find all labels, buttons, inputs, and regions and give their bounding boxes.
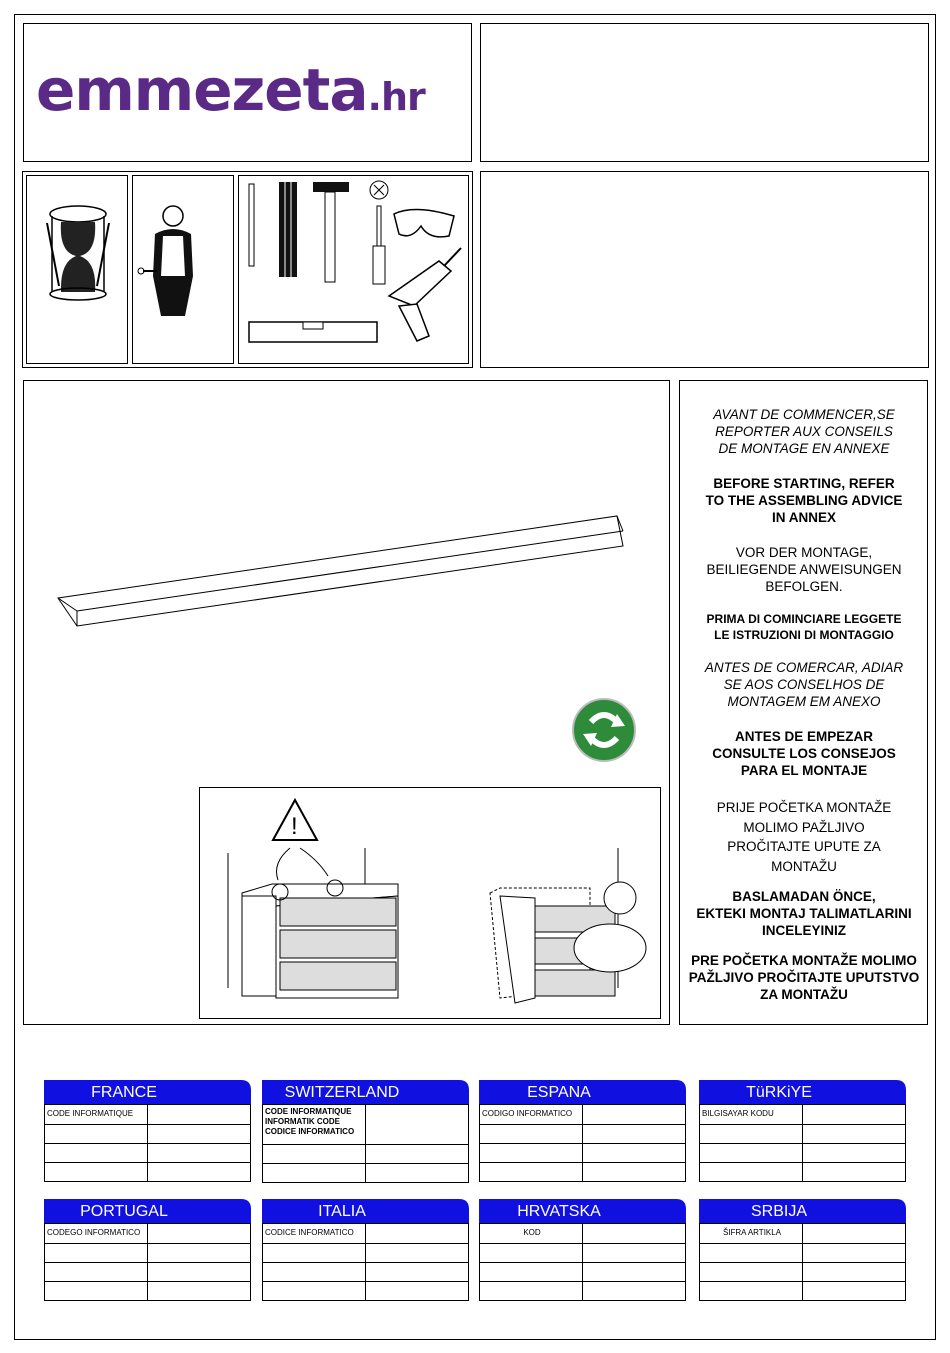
country-name: ESPANA <box>527 1084 591 1101</box>
code-value-cell[interactable] <box>148 1244 250 1262</box>
code-grid <box>699 1223 906 1301</box>
code-value-cell[interactable] <box>583 1224 685 1243</box>
country-tab <box>262 1199 469 1223</box>
country-name: ITALIA <box>318 1203 366 1220</box>
warning-illustration <box>200 788 660 1018</box>
notice-fr: AVANT DE COMMENCER,SE REPORTER AUX CONSEILS DE MONTAGE EN ANNEXE <box>713 407 895 456</box>
code-value-cell[interactable] <box>148 1163 250 1181</box>
notice-tr: BASLAMADAN ÖNCE, EKTEKI MONTAJ TALIMATLARINI INCELEYINIZ <box>696 889 912 938</box>
code-value-cell[interactable] <box>148 1144 250 1162</box>
code-value-cell[interactable] <box>583 1163 685 1181</box>
code-value-cell[interactable] <box>583 1105 685 1124</box>
notice-it: PRIMA DI COMINCIARE LEGGETE LE ISTRUZIONI DI MONTAGGIO <box>706 612 902 642</box>
code-grid <box>262 1104 469 1183</box>
code-grid <box>262 1223 469 1301</box>
code-label: CODEGO INFORMATICO <box>45 1224 148 1243</box>
code-value-cell[interactable] <box>366 1105 468 1144</box>
country-tab <box>699 1080 906 1104</box>
code-value-cell[interactable] <box>148 1224 250 1243</box>
notice-sr: PRE POČETKA MONTAŽE MOLIMO PAŽLJIVO PROČITAJTE UPUTSTVO ZA MONTAŽU <box>688 953 920 1002</box>
code-value-cell[interactable] <box>803 1163 905 1181</box>
country-table <box>479 1199 686 1301</box>
notice-es: ANTES DE EMPEZAR CONSULTE LOS CONSEJOS PARA EL MONTAJE <box>712 729 896 778</box>
code-grid <box>44 1104 251 1182</box>
code-value-cell[interactable] <box>803 1144 905 1162</box>
code-label: KOD <box>480 1224 583 1243</box>
warning-inset <box>199 787 661 1019</box>
code-value-cell[interactable] <box>366 1263 468 1281</box>
code-value-cell[interactable] <box>803 1105 905 1124</box>
code-label: ŠIFRA ARTIKLA <box>700 1224 803 1243</box>
brand-logo: emmezeta.hr <box>36 56 425 124</box>
code-grid <box>44 1223 251 1301</box>
code-label: BILGISAYAR KODU <box>700 1105 803 1124</box>
country-table <box>699 1080 906 1182</box>
country-name: FRANCE <box>91 1084 157 1101</box>
country-table <box>699 1199 906 1301</box>
code-value-cell[interactable] <box>583 1263 685 1281</box>
code-grid <box>479 1104 686 1182</box>
hourglass-icon <box>27 176 127 363</box>
code-value-cell[interactable] <box>803 1263 905 1281</box>
info-blank-box <box>480 171 929 368</box>
tools-icon <box>239 176 468 363</box>
country-tab <box>262 1080 469 1104</box>
country-tab <box>44 1199 251 1223</box>
country-name: PORTUGAL <box>80 1203 168 1220</box>
code-value-cell[interactable] <box>803 1282 905 1300</box>
notice-en: BEFORE STARTING, REFER TO THE ASSEMBLING ADVICE IN ANNEX <box>705 476 903 525</box>
country-name: TüRKiYE <box>746 1084 812 1101</box>
code-label: CODICE INFORMATICO <box>263 1224 366 1243</box>
country-tab <box>699 1199 906 1223</box>
code-value-cell[interactable] <box>148 1263 250 1281</box>
header-blank-box <box>480 23 929 162</box>
time-panel <box>26 175 128 364</box>
recycle-icon <box>571 696 641 766</box>
notice-de: VOR DER MONTAGE, BEILIEGENDE ANWEISUNGEN BEFOLGEN. <box>706 545 902 594</box>
country-name: SWITZERLAND <box>284 1084 400 1101</box>
code-value-cell[interactable] <box>803 1125 905 1143</box>
code-value-cell[interactable] <box>583 1144 685 1162</box>
code-value-cell[interactable] <box>583 1125 685 1143</box>
code-grid <box>479 1223 686 1301</box>
code-value-cell[interactable] <box>366 1224 468 1243</box>
country-table <box>44 1199 251 1301</box>
country-tab <box>44 1080 251 1104</box>
notice-hr: PRIJE POČETKA MONTAŽE MOLIMO PAŽLJIVO PROČITAJTE UPUTE ZA MONTAŽU <box>716 800 892 874</box>
code-value-cell[interactable] <box>803 1244 905 1262</box>
country-table <box>44 1080 251 1182</box>
code-label: CODIGO INFORMATICO <box>480 1105 583 1124</box>
country-table <box>262 1199 469 1301</box>
code-grid <box>699 1104 906 1182</box>
worker-panel <box>132 175 234 364</box>
code-value-cell[interactable] <box>366 1145 468 1163</box>
country-name: SRBIJA <box>750 1203 807 1220</box>
code-value-cell[interactable] <box>583 1244 685 1262</box>
code-label: CODE INFORMATIQUE <box>45 1105 148 1124</box>
country-table <box>479 1080 686 1182</box>
code-value-cell[interactable] <box>366 1244 468 1262</box>
code-value-cell[interactable] <box>803 1224 905 1243</box>
country-tab <box>479 1199 686 1223</box>
worker-icon <box>133 176 233 363</box>
country-tab <box>479 1080 686 1104</box>
code-value-cell[interactable] <box>148 1282 250 1300</box>
code-value-cell[interactable] <box>366 1164 468 1182</box>
code-value-cell[interactable] <box>583 1282 685 1300</box>
code-value-cell[interactable] <box>366 1282 468 1300</box>
notice-pt: ANTES DE COMERCAR, ADIAR SE AOS CONSELHOS DE MONTAGEM EM ANEXO <box>704 660 904 709</box>
country-name: HRVATSKA <box>517 1203 601 1220</box>
svg-text:!: ! <box>291 813 298 840</box>
code-value-cell[interactable] <box>148 1105 250 1124</box>
code-value-cell[interactable] <box>148 1125 250 1143</box>
country-table <box>262 1080 469 1183</box>
tools-panel <box>238 175 469 364</box>
code-label: CODE INFORMATIQUE INFORMATIK CODE CODICE INFORMATICO <box>263 1105 366 1144</box>
